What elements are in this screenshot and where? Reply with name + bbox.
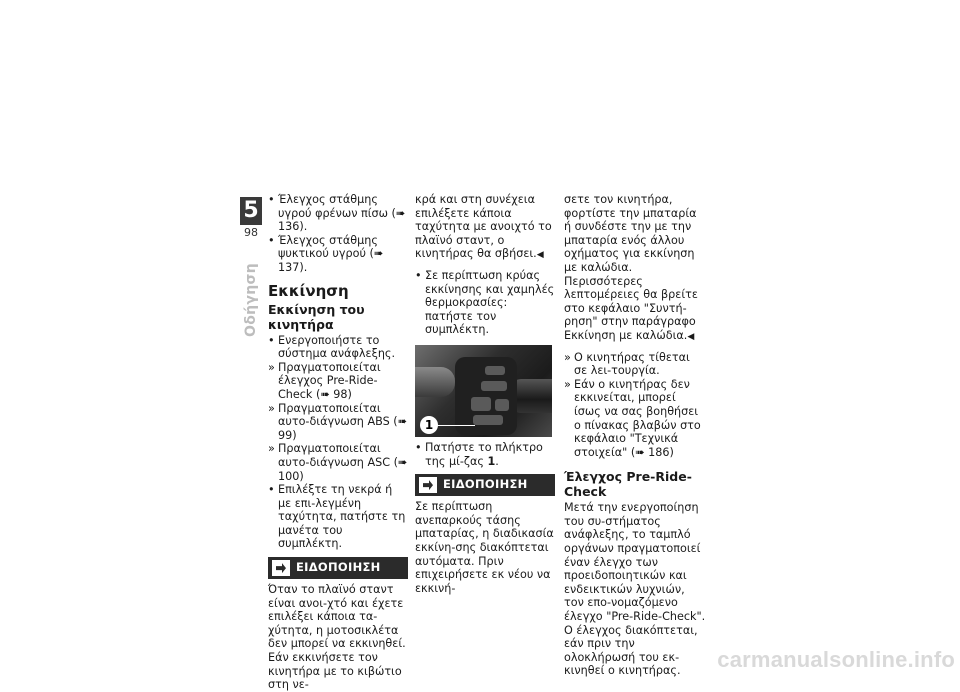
paragraph <box>415 193 555 263</box>
page-number: 98 <box>244 226 258 239</box>
paragraph <box>564 193 706 345</box>
column-1 <box>268 193 408 692</box>
handlebar-shape <box>415 367 455 397</box>
section-heading: Έλεγχος Pre-Ride-Check <box>564 469 692 500</box>
switch-button <box>471 397 491 411</box>
notice-banner <box>268 557 408 579</box>
list-item-text: Πραγματοποιείται έλεγχος Pre-Ride-Check (➠ 98) <box>278 360 381 401</box>
list-item-text: Έλεγχος στάθμης ψυκτικού υγρού (➠ 137). <box>278 233 384 274</box>
list-item-text: Ενεργοποιήστε το σύστημα ανάφλεξης. <box>278 333 396 361</box>
subsection-heading: Εκκίνηση του κινητήρα <box>268 301 365 332</box>
list-item <box>268 483 408 551</box>
notice-text: Σε περίπτωση ανεπαρκούς τάσης μπαταρίας, η διαδικασία εκκίνη-σης διακόπτεται αυτόματα. Πριν επιχειρήσετε εκ νέου να εκκινή- <box>415 500 554 595</box>
list-item-text: Εάν ο κινητήρας δεν εκκινείται, μπορεί ίσως να σας βοηθήσει ο πίνακας βλαβών στο κεφάλαιο "Τεχνικά στοιχεία" (➠ 186) <box>574 377 701 459</box>
notice-text: Όταν το πλαϊνό σταντ είναι ανοι-χτό και έχετε επιλέξει κάποια τα-χύτητα, η μοτοσικλέτα δεν μπορεί να εκκινηθεί. Εάν εκκινήσετε τον κινητήρα με το κιβώτιο στη νε- <box>268 583 406 692</box>
chapter-number: 5 <box>240 197 262 225</box>
list-item <box>415 441 555 468</box>
list-item-text-end: . <box>495 454 499 468</box>
list-item <box>268 361 408 402</box>
notice-label: ΕΙΔΟΠΟΙΗΣΗ <box>443 477 528 492</box>
list-item-text: Ο κινητήρας τίθεται σε λει-τουργία. <box>574 350 690 378</box>
key-reference: 1 <box>487 454 496 468</box>
notice-banner <box>415 474 555 496</box>
list-item-text: Σε περίπτωση κρύας εκκίνησης και χαμηλές θερμοκρασίες: πατήστε τον συμπλέκτη. <box>425 268 555 337</box>
column-3 <box>564 193 706 678</box>
list-item-text: Έλεγχος στάθμης υγρού φρένων πίσω (➠ 136). <box>278 193 406 234</box>
list-item-text: Πραγματοποιείται αυτο-διάγνωση ASC (➠ 100) <box>278 442 408 483</box>
result-marker: » <box>268 401 275 415</box>
paragraph-text: Μετά την ενεργοποίηση του συ-στήματος ανάφλεξης, το ταμπλό οργάνων πραγματοποιεί έναν έλεγχο των προειδοποιητικών και ενδεικτικών λυχνιών, τον επο-νομαζόμενο έλεγχο "Pre-Ride-Check". Ο έλεγχος διακόπτεται, εάν πριν την ολοκλήρωσή του εκ-κινηθεί ο κινητήρας. <box>564 501 706 678</box>
list-item <box>268 234 408 275</box>
switch-button <box>481 381 507 391</box>
result-marker: » <box>564 377 571 391</box>
column-2 <box>415 193 555 595</box>
list-item <box>564 378 706 460</box>
switch-button <box>495 399 509 411</box>
end-mark-icon: ◀ <box>687 331 695 342</box>
list-item-text: Πραγματοποιείται αυτο-διάγνωση ABS (➠ 99) <box>278 401 407 442</box>
list-item <box>268 442 408 483</box>
bullet-marker: • <box>268 193 275 206</box>
paragraph-text: σετε τον κινητήρα, φορτίστε την μπαταρία ή συνδέστε την με την μπαταρία ενός άλλου οχήματος για εκκίνηση με καλώδια. Περισσότερες λεπτομέρειες θα βρείτε στο κεφάλαιο "Συντή-ρηση" στην παράγραφο Εκκίνηση με καλώδια. <box>564 193 698 342</box>
switch-button <box>485 366 505 375</box>
list-item <box>268 402 408 443</box>
callout-line <box>437 425 475 426</box>
list-item <box>268 334 408 361</box>
bullet-marker: • <box>415 268 422 282</box>
list-item <box>415 269 555 337</box>
list-item-text: Επιλέξτε τη νεκρά ή με επι-λεγμένη ταχύτητα, πατήστε τη μανέτα του συμπλέκτη. <box>278 483 406 551</box>
callout-number: 1 <box>420 416 438 434</box>
hand-pointer-icon <box>272 560 290 576</box>
bullet-marker: • <box>268 333 275 347</box>
result-marker: » <box>268 442 275 456</box>
bullet-marker: • <box>415 440 422 454</box>
notice-label: ΕΙΔΟΠΟΙΗΣΗ <box>296 560 381 575</box>
hand-pointer-icon <box>419 477 437 493</box>
result-marker: » <box>564 350 571 364</box>
handlebar-switch-photo <box>415 345 552 437</box>
list-item <box>564 351 706 378</box>
starter-button <box>473 415 503 425</box>
end-mark-icon: ◀ <box>536 250 544 261</box>
watermark: carmanualsonline.info <box>717 647 955 672</box>
list-item <box>268 193 408 234</box>
list-item-text: Πατήστε το πλήκτρο της μί-ζας <box>425 440 543 468</box>
paragraph-text: κρά και στη συνέχεια επιλέξετε κάποια ταχύτητα με ανοιχτό το πλαϊνό σταντ, ο κινητήρας θα σβήσει. <box>415 193 552 261</box>
grip-shape <box>511 379 552 413</box>
side-title-text: Οδήγηση <box>243 263 259 337</box>
chapter-side-title <box>229 262 273 342</box>
section-heading: Εκκίνηση <box>268 281 349 300</box>
bullet-marker: • <box>268 483 275 497</box>
bullet-marker: • <box>268 233 275 247</box>
result-marker: » <box>268 360 275 374</box>
